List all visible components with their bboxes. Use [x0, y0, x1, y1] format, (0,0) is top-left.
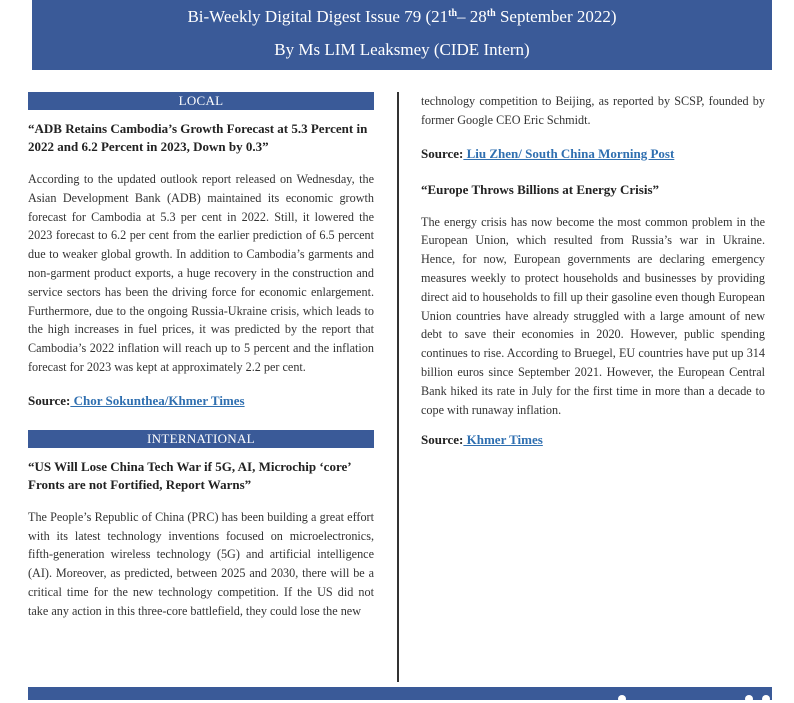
title-mid: – 28	[457, 7, 487, 26]
local-headline: “ADB Retains Cambodia’s Growth Forecast at 5.3 Percent in 2022 and 6.2 Percent in 2023, Down by 0.3”	[28, 121, 368, 154]
europe-source-label: Source:	[421, 432, 464, 448]
footer-bar	[28, 687, 772, 700]
left-column	[28, 92, 374, 621]
local-source-label: Source:	[28, 392, 71, 408]
digest-title	[32, 7, 772, 27]
local-source	[28, 392, 374, 410]
byline: By Ms LIM Leaksmey (CIDE Intern)	[274, 40, 530, 59]
europe-source	[421, 431, 765, 449]
footer-social-icon	[618, 695, 626, 703]
international-source-link[interactable]: Liu Zhen/ South China Morning Post	[463, 145, 675, 161]
footer-social-icon	[762, 695, 770, 703]
column-divider	[397, 92, 399, 682]
title-sup-1: th	[448, 8, 458, 19]
header-banner	[32, 0, 772, 70]
international-body-continued: technology competition to Beijing, as reported by SCSP, founded by former Google CEO Eric Schmidt.	[421, 94, 765, 127]
europe-body: The energy crisis has now become the most common problem in the European Union, which resulted from Russia’s war in Ukraine. Hence, for now, European governments are declaring emergency measures weekly to protect households and businesses by providing direct aid to households to fill up their gasoline even though European Union countries have already struggled with a large amount of new debt to save their economies in 2020. However, public spending continues to rise. According to Bruegel, EU countries have put up 314 billion euros since September 2021. However, the European Central Bank hiked its rate in July for the first time in more than a decade to cope with runaway inflation.	[421, 214, 765, 417]
europe-source-link[interactable]: Khmer Times	[463, 432, 543, 448]
section-local: LOCAL	[28, 92, 374, 110]
title-suffix: September 2022)	[495, 7, 617, 26]
title-prefix: Bi-Weekly Digital Digest Issue 79 (21	[187, 7, 449, 26]
international-source-label: Source:	[421, 145, 464, 161]
international-headline: “US Will Lose China Tech War if 5G, AI, Microchip ‘core’ Fronts are not Fortified, Report Warns”	[28, 458, 351, 492]
international-source	[421, 145, 765, 163]
local-source-link[interactable]: Chor Sokunthea/Khmer Times	[70, 392, 245, 408]
right-column	[421, 92, 765, 449]
footer-social-icon	[745, 695, 753, 703]
title-sup-2: th	[486, 8, 496, 19]
local-body: According to the updated outlook report released on Wednesday, the Asian Development Bank (ADB) maintained its economic growth forecast for Cambodia at 5.3 per cent in 2022. Still, it lowered the 2023 forecast to 6.2 per cent from the earlier prediction of 6.5 percent due to weaker global growth. In addition to Cambodia’s garments and non-garment product exports, a huge recovery in the construction and service sectors has been the driving force for economic enlargement. Furthermore, due to the ongoing Russia-Ukraine crisis, which leads to the high increases in fuel prices, it was predicted by the report that Cambodia’s 2022 inflation will reach up to 5 percent and the inflation forecast for 2023 was kept at approximately 2.2 per cent.	[28, 172, 374, 374]
section-international: INTERNATIONAL	[28, 430, 374, 448]
europe-headline: “Europe Throws Billions at Energy Crisis”	[421, 181, 660, 197]
international-body: The People’s Republic of China (PRC) has been building a great effort with its latest technology inventions focused on microelectronics, fifth-generation wireless technology (5G) and artificial intelligence (AI). Moreover, as predicted, between 2025 and 2030, there will be a critical time for the new technology competition. If the US did not take any action in this three-core battlefield, they could lose the new	[28, 509, 374, 618]
